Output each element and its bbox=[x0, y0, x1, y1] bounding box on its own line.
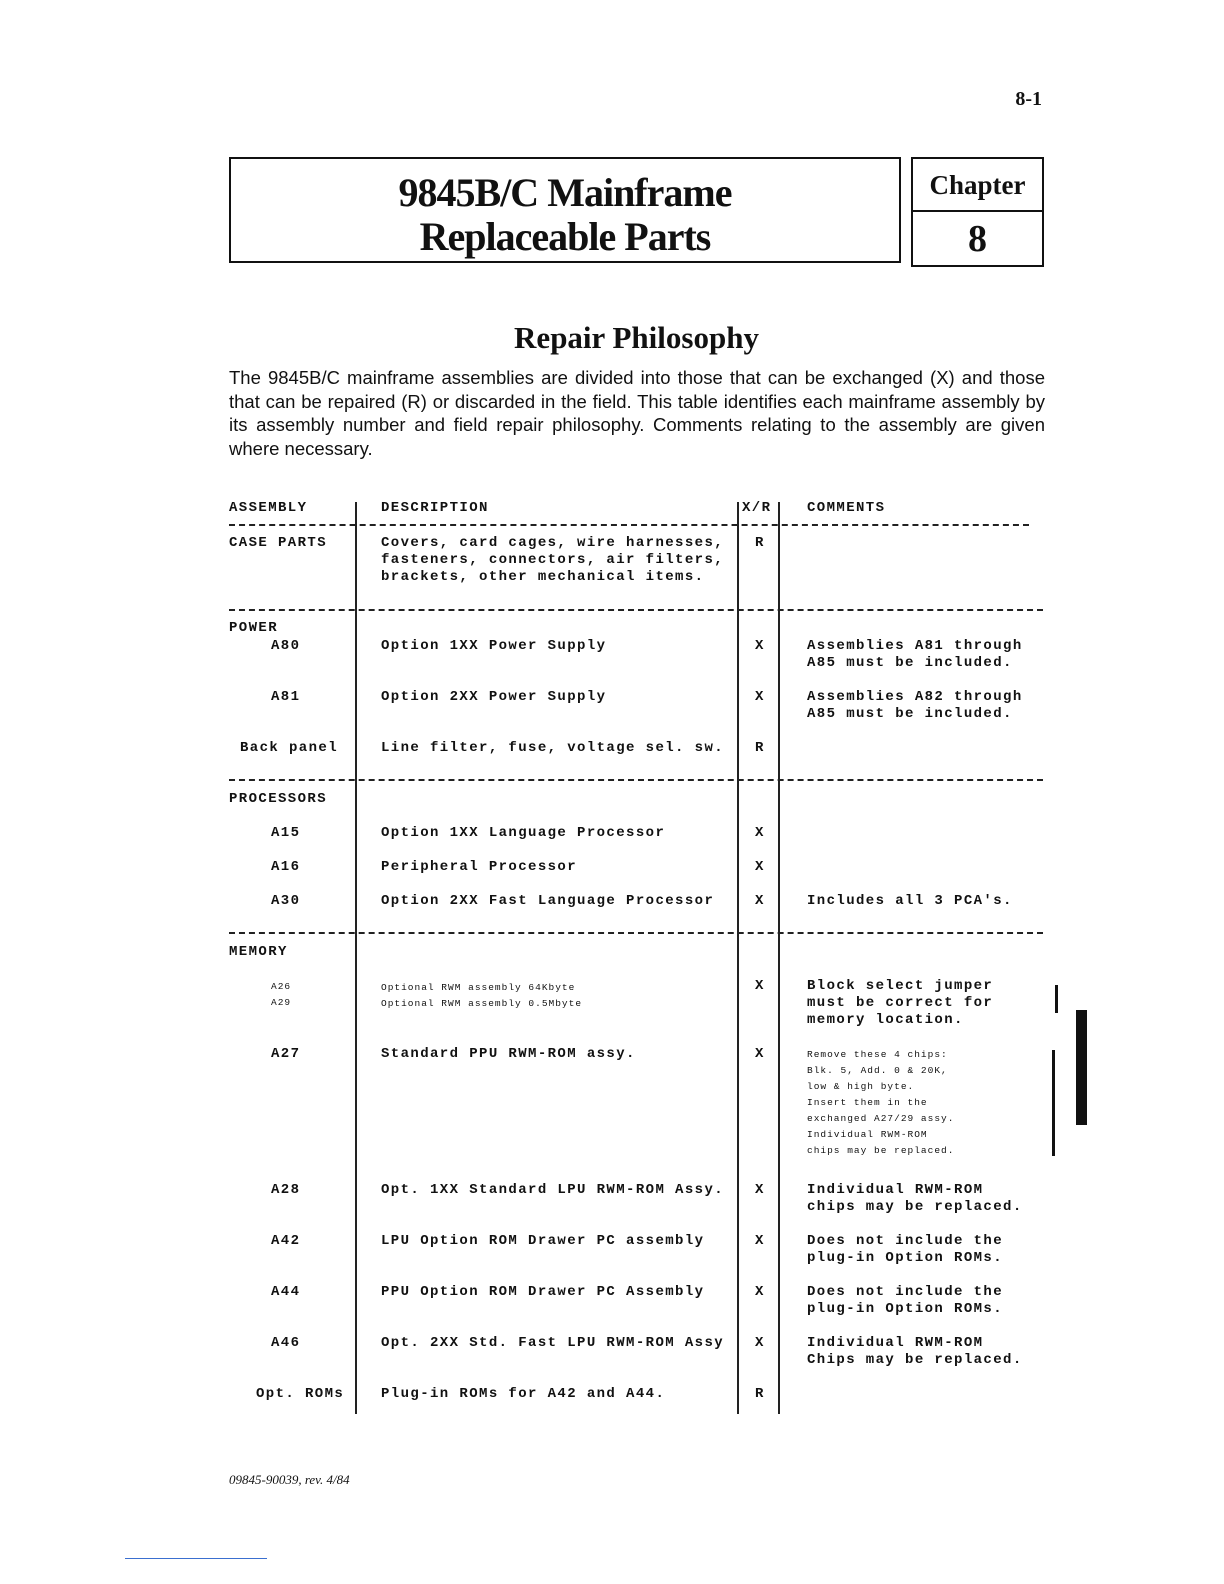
revision-bar bbox=[1055, 985, 1058, 1013]
xr-cell: R bbox=[755, 535, 765, 551]
assembly-cell: A15 bbox=[271, 825, 301, 841]
assembly-cell: A44 bbox=[271, 1284, 301, 1300]
column-rule-assembly bbox=[355, 502, 357, 1414]
description-cell: Optional RWM assembly 64Kbyte bbox=[381, 982, 576, 993]
group-memory: MEMORY bbox=[229, 944, 288, 960]
xr-cell: X bbox=[755, 893, 765, 909]
comment-cell: A85 must be included. bbox=[807, 655, 1013, 671]
section-divider bbox=[229, 932, 1043, 934]
description-cell: Line filter, fuse, voltage sel. sw. bbox=[381, 740, 725, 756]
assembly-cell: A46 bbox=[271, 1335, 301, 1351]
comment-cell: Individual RWM-ROM bbox=[807, 1129, 928, 1140]
comment-cell: Individual RWM-ROM bbox=[807, 1182, 984, 1198]
xr-cell: X bbox=[755, 1182, 765, 1198]
comment-cell: Assemblies A81 through bbox=[807, 638, 1023, 654]
assembly-cell: A16 bbox=[271, 859, 301, 875]
assembly-cell: A29 bbox=[271, 997, 292, 1008]
assembly-cell: A28 bbox=[271, 1182, 301, 1198]
column-rule-xr bbox=[778, 502, 780, 1414]
xr-cell: R bbox=[755, 740, 765, 756]
header-description: DESCRIPTION bbox=[381, 500, 489, 516]
revision-bar bbox=[1052, 1050, 1055, 1156]
assembly-cell: Back panel bbox=[240, 740, 339, 756]
comment-cell: Includes all 3 PCA's. bbox=[807, 893, 1013, 909]
comment-cell: exchanged A27/29 assy. bbox=[807, 1113, 955, 1124]
title-line-2: Replaceable Parts bbox=[419, 214, 711, 259]
comment-cell: plug-in Option ROMs. bbox=[807, 1301, 1004, 1317]
comment-cell: Insert them in the bbox=[807, 1097, 928, 1108]
column-rule-description bbox=[737, 502, 739, 1414]
description-cell: fasteners, connectors, air filters, bbox=[381, 552, 725, 568]
xr-cell: R bbox=[755, 1386, 765, 1402]
chapter-label: Chapter bbox=[913, 159, 1042, 212]
description-cell: Option 2XX Fast Language Processor bbox=[381, 893, 715, 909]
page-number: 8-1 bbox=[1015, 88, 1042, 110]
comment-cell: memory location. bbox=[807, 1012, 964, 1028]
description-cell: Option 2XX Power Supply bbox=[381, 689, 607, 705]
description-cell: LPU Option ROM Drawer PC assembly bbox=[381, 1233, 705, 1249]
xr-cell: X bbox=[755, 859, 765, 875]
assembly-cell: A26 bbox=[271, 981, 292, 992]
comment-cell: A85 must be included. bbox=[807, 706, 1013, 722]
assembly-cell: A30 bbox=[271, 893, 301, 909]
comment-cell: chips may be replaced. bbox=[807, 1199, 1023, 1215]
comment-cell: Assemblies A82 through bbox=[807, 689, 1023, 705]
description-cell: Optional RWM assembly 0.5Mbyte bbox=[381, 998, 583, 1009]
title-line-1: 9845B/C Mainframe bbox=[398, 170, 732, 215]
xr-cell: X bbox=[755, 825, 765, 841]
group-power: POWER bbox=[229, 620, 279, 636]
description-cell: Plug-in ROMs for A42 and A44. bbox=[381, 1386, 666, 1402]
section-divider bbox=[229, 779, 1043, 781]
xr-cell: X bbox=[755, 1284, 765, 1300]
xr-cell: X bbox=[755, 1046, 765, 1062]
description-cell: PPU Option ROM Drawer PC Assembly bbox=[381, 1284, 705, 1300]
comment-cell: Remove these 4 chips: bbox=[807, 1049, 948, 1060]
assembly-cell: A27 bbox=[271, 1046, 301, 1062]
assembly-cell: A80 bbox=[271, 638, 301, 654]
comment-cell: Individual RWM-ROM bbox=[807, 1335, 984, 1351]
footer-document-number: 09845-90039, rev. 4/84 bbox=[229, 1472, 350, 1487]
comment-cell: Block select jumper bbox=[807, 978, 994, 994]
description-cell: Peripheral Processor bbox=[381, 859, 578, 875]
description-cell: Option 1XX Power Supply bbox=[381, 638, 607, 654]
description-cell: Covers, card cages, wire harnesses, bbox=[381, 535, 725, 551]
header-underline bbox=[229, 524, 1029, 526]
assembly-cell: Opt. ROMs bbox=[256, 1386, 345, 1402]
revision-bar bbox=[1076, 1010, 1087, 1125]
comment-cell: chips may be replaced. bbox=[807, 1145, 955, 1156]
comment-cell: Chips may be replaced. bbox=[807, 1352, 1023, 1368]
section-divider bbox=[229, 609, 1043, 611]
comment-cell: plug-in Option ROMs. bbox=[807, 1250, 1004, 1266]
comment-cell: must be correct for bbox=[807, 995, 994, 1011]
description-cell: Opt. 1XX Standard LPU RWM-ROM Assy. bbox=[381, 1182, 725, 1198]
xr-cell: X bbox=[755, 1335, 765, 1351]
xr-cell: X bbox=[755, 689, 765, 705]
chapter-number: 8 bbox=[968, 218, 987, 260]
assembly-cell: A81 bbox=[271, 689, 301, 705]
group-case-parts: CASE PARTS bbox=[229, 535, 328, 551]
header-xr: X/R bbox=[742, 500, 772, 516]
group-processors: PROCESSORS bbox=[229, 791, 328, 807]
xr-cell: X bbox=[755, 638, 765, 654]
assembly-cell: A42 bbox=[271, 1233, 301, 1249]
section-heading: Repair Philosophy bbox=[514, 320, 759, 355]
description-cell: Standard PPU RWM-ROM assy. bbox=[381, 1046, 636, 1062]
description-cell: Opt. 2XX Std. Fast LPU RWM-ROM Assy bbox=[381, 1335, 725, 1351]
description-cell: Option 1XX Language Processor bbox=[381, 825, 666, 841]
xr-cell: X bbox=[755, 978, 765, 994]
comment-cell: Blk. 5, Add. 0 & 20K, bbox=[807, 1065, 948, 1076]
header-comments: COMMENTS bbox=[807, 500, 886, 516]
comment-cell: Does not include the bbox=[807, 1284, 1004, 1300]
description-cell: brackets, other mechanical items. bbox=[381, 569, 705, 585]
comment-cell: Does not include the bbox=[807, 1233, 1004, 1249]
intro-paragraph: The 9845B/C mainframe assemblies are divided into those that can be exchanged (X) and those that can be repaired (R) or discarded in the field. This table identifies each mainframe assembly by its assembly number and field repair philosophy. Comments relating to the assembly are given where necessary. bbox=[229, 367, 1045, 459]
header-assembly: ASSEMBLY bbox=[229, 500, 308, 516]
footer-rule bbox=[125, 1558, 267, 1559]
comment-cell: low & high byte. bbox=[807, 1081, 915, 1092]
xr-cell: X bbox=[755, 1233, 765, 1249]
